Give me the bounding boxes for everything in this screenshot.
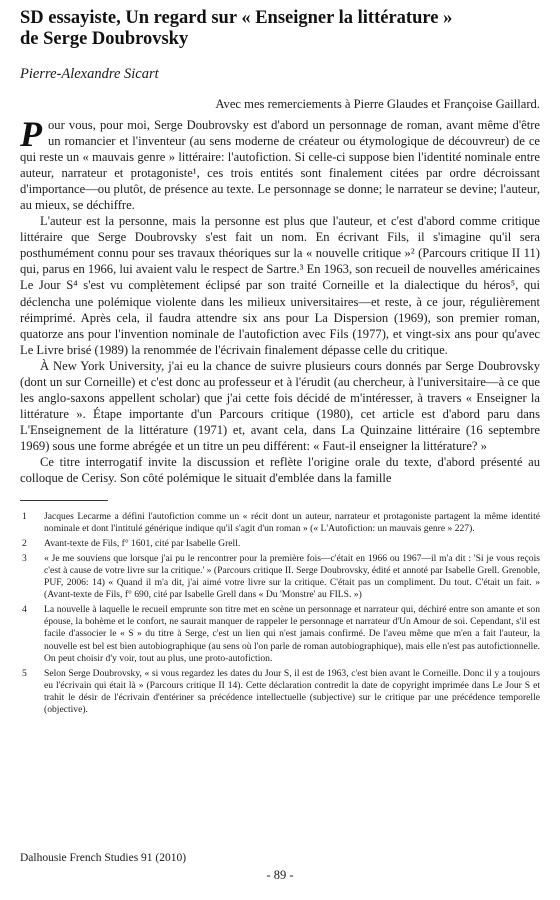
paragraph-3: À New York University, j'ai eu la chance de suivre plusieurs cours donnés par Serge Doubrovsky (dont un sur Corneille) et c'est donc au professeur et à l'érudit (au chercheur, à l'universitaire—à ce que les anglo-saxons appellent scholar) que j'ai cette fois décidé de m'intéresser, à travers « Enseigner la littérature ». Étape importante d'un Parcours critique (1980), cet article est d'abord paru dans L'Enseignement de la littérature (1971) et, avant cela, dans La Quinzaine littéraire (16 septembre 1969) sous une forme abrégée et un titre un peu différent: « Faut-il enseigner la littérature? » xyxy=(20,358,540,453)
footnotes xyxy=(20,511,540,716)
footnote-number: 4 xyxy=(22,604,27,615)
footnote-text: La nouvelle à laquelle le recueil emprunte son titre met en scène un personnage et narrateur qui, déchiré entre son amante et son épouse, la bohème et le confort, ne saurait manquer de rappeler le personnage et narrateur d'Un Amour de soi. Cependant, s'il est facile d'associer le « S » du titre à Serge, c'est un lien qui n'est jamais confirmé. De l'aveu même que m'en a fait l'auteur, la nouvelle est bel est bien autobiographique (au sens où l'on parle de roman autobiographique), mais elle n'est pas autofictionnelle. On peut choisir d'y voir, tout au plus, une proto-autofiction. xyxy=(44,604,540,664)
footnote xyxy=(20,604,540,665)
footnote-number: 5 xyxy=(22,667,27,679)
paragraph-1 xyxy=(20,114,540,213)
article xyxy=(20,8,540,719)
page-number: - 89 - xyxy=(266,868,294,882)
footnote-text: Avant-texte de Fils, f° 1601, cité par Isabelle Grell. xyxy=(44,537,241,549)
footnote-number: 3 xyxy=(22,552,27,564)
drop-cap: P xyxy=(20,114,42,154)
title-line-1: SD essayiste, Un regard sur « Enseigner la littérature » xyxy=(20,8,453,28)
footnote-number: 1 xyxy=(22,511,27,523)
footnote-divider xyxy=(20,500,108,501)
title-line-2: de Serge Doubrovsky xyxy=(20,29,189,49)
article-title xyxy=(20,8,540,50)
journal-citation: Dalhousie French Studies 91 (2010) xyxy=(20,852,187,864)
footnote xyxy=(20,511,540,535)
paragraph-1-text: our vous, pour moi, Serge Doubrovsky est d'abord un personnage de roman, avant même d'être un romancier et l'inventeur (au sens moderne de créateur ou étymologique de découvreur) de ce qui reste un « mauvais genre » littéraire: l'autofiction. Si celle-ci suppose bien l'identité nominale entre auteur, narrateur et protagoniste¹, ces trois entités sont finalement citées par ordre décroissant d'importance—ou plutôt, de présence au texte. Le personnage se donne; le narrateur se devine; l'auteur, au mieux, se déchiffre. xyxy=(20,118,540,213)
acknowledgement: Avec mes remerciements à Pierre Glaudes et Françoise Gaillard. xyxy=(215,97,540,111)
footnote xyxy=(20,553,540,602)
footnote xyxy=(20,668,540,717)
footnote-number: 2 xyxy=(22,537,27,549)
footnote xyxy=(20,538,540,550)
article-body xyxy=(20,114,540,486)
footnote-text: « Je me souviens que lorsque j'ai pu le rencontrer pour la première fois—c'était en 1966 ou 1967—il m'a dit : 'Si je vous reçois c'est à cause de votre livre sur la critique.' » (Parcours critique II. Serge Doubrovsky, édité et annoté par Isabelle Grell. Grenoble, PUF, 2006: 14) « Quand il m'a dit, j'ai aimé votre livre sur la critique. C'était pas un compliment. Du tout. C'était un fait. » (Avant-texte de Fils, f° 690, cité par Isabelle Grell dans « Du 'Monstre' au FILS. ») xyxy=(44,552,540,601)
footnote-text: Selon Serge Doubrovsky, « si vous regardez les dates du Jour S, il est de 1963, c'est bien avant le Corneille. Donc il y a toujours eu l'écrivain qui était là » (Parcours critique II 14). Cette déclaration contredit la date de copyright imprimée dans Le Jour S et trahit le désir de l'écrivain d'entériner sa précédence intellectuelle (subjective) sur le critique par une précédence temporelle (objective). xyxy=(44,667,540,716)
author-name: Pierre-Alexandre Sicart xyxy=(20,66,159,82)
paragraph-2: L'auteur est la personne, mais la personne est plus que l'auteur, et c'est d'abord comme critique littéraire que Serge Doubrovsky s'est fait un nom. En écrivant Fils, il s'imagine qu'il sera posthumément connu pour ses travaux théoriques sur la « nouvelle critique »² (Parcours critique II 11) qui, parus en 1966, lui avaient valu le respect de Sartre.³ En 1963, son recueil de nouvelles américaines Le Jour S⁴ s'est vu complètement éclipsé par son traité Corneille et la dialectique du héros⁵, qui déclencha une polémique violente dans les milieux universitaires—et reste, à ce jour, régulièrement réimprimé. Après cela, il faudra attendre six ans pour La Dispersion (1969), son premier roman, quatorze ans pour l'invention nominale de l'autofiction avec Fils (1977), et vingt-six ans pour qu'avec Le Livre brisé (1989) la renommée de l'écrivain finalement dépasse celle du critique. xyxy=(20,214,540,357)
footnote-text: Jacques Lecarme a défini l'autofiction comme un « récit dont un auteur, narrateur et protagoniste partagent la même identité nominale et dont l'intitulé générique indique qu'il s'agit d'un roman » (« L'Autofiction: un mauvais genre » 227). xyxy=(44,511,540,535)
paragraph-4: Ce titre interrogatif invite la discussion et reflète l'origine orale du texte, d'abord présenté au colloque de Cerisy. Son côté polémique le situait d'emblée dans la famille xyxy=(20,454,540,486)
